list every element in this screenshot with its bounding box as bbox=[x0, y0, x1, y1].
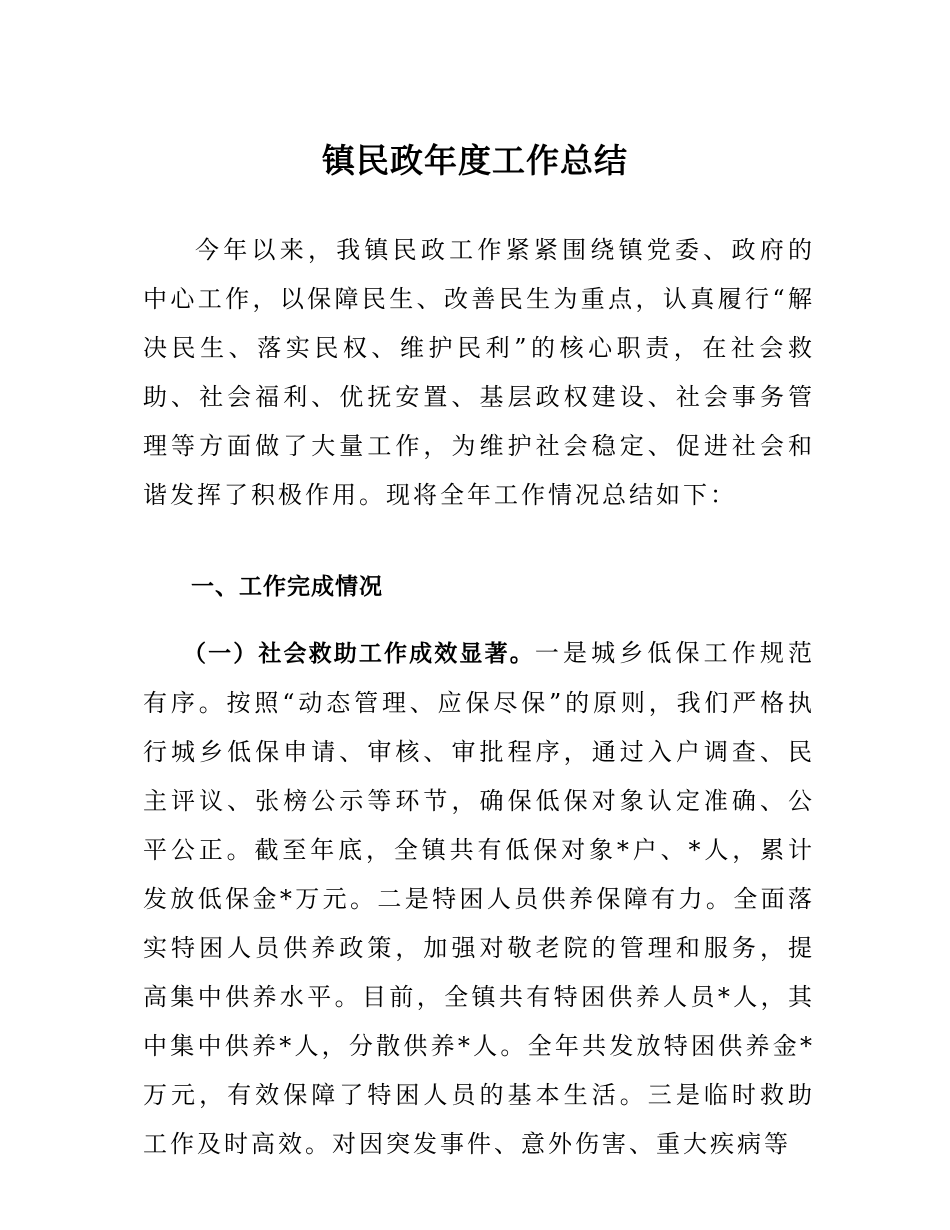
social-assistance-paragraph bbox=[143, 629, 815, 1169]
intro-paragraph: 今年以来，我镇民政工作紧紧围绕镇党委、政府的中心工作，以保障民生、改善民生为重点，认真履行“解决民生、落实民权、维护民利”的核心职责，在社会救助、社会福利、优抚安置、基层政权建设、社会事务管理等方面做了大量工作，为维护社会稳定、促进社会和谐发挥了积极作用。现将全年工作情况总结如下： bbox=[143, 236, 815, 509]
section-heading-work-completion: 一、工作完成情况 bbox=[191, 574, 383, 600]
social-assistance-text: 一是城乡低保工作规范有序。按照“动态管理、应保尽保”的原则，我们严格执行城乡低保申请、审核、审批程序，通过入户调查、民主评议、张榜公示等环节，确保低保对象认定准确、公平公正。截至年底，全镇共有低保对象*户、*人，累计发放低保金*万元。二是特困人员供养保障有力。全面落实特困人员供养政策，加强对敬老院的管理和服务，提高集中供养水平。目前，全镇共有特困供养人员*人，其中集中供养*人，分散供养*人。全年共发放特困供养金*万元，有效保障了特困人员的基本生活。三是临时救助工作及时高效。对因突发事件、意外伤害、重大疾病等 bbox=[143, 639, 816, 1158]
document-title: 镇民政年度工作总结 bbox=[322, 141, 628, 181]
social-assistance-lead: （一）社会救助工作成效显著。 bbox=[183, 641, 535, 667]
